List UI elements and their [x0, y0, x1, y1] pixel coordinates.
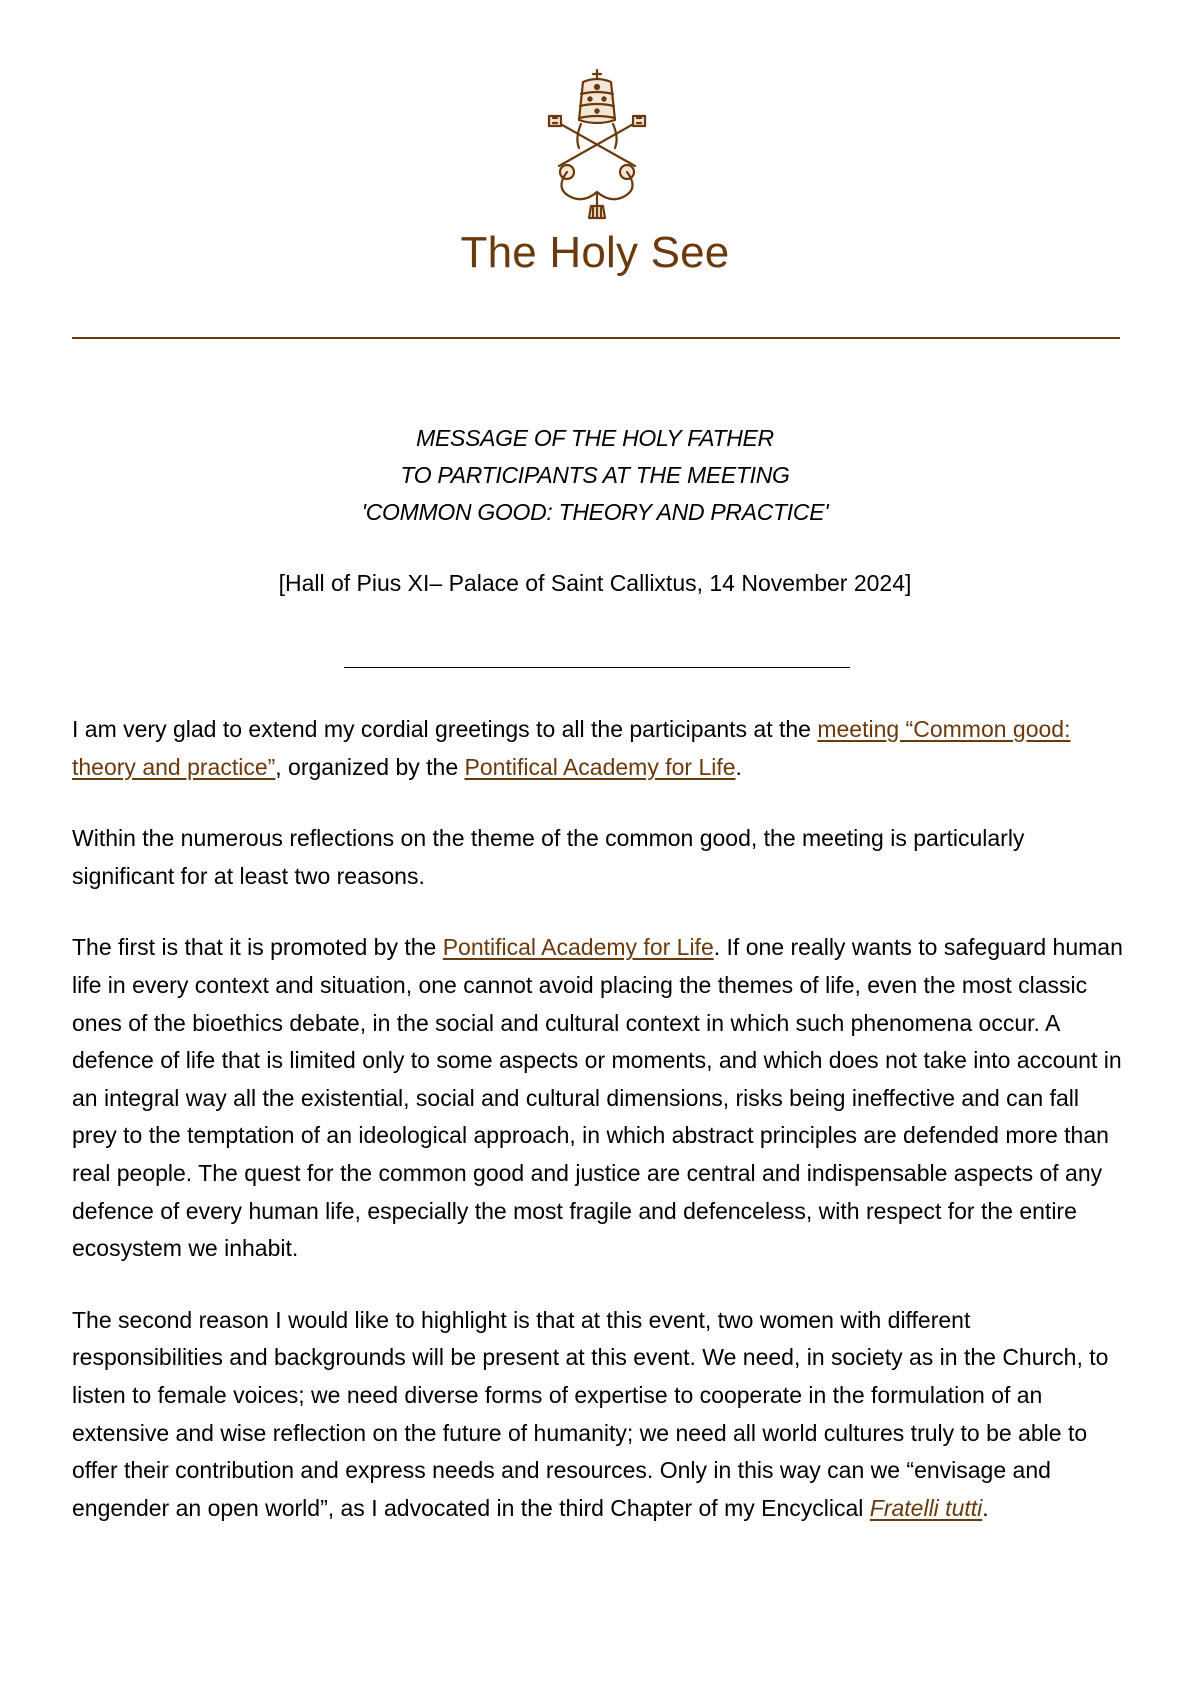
paragraph-3-text-before: The first is that it is promoted by the [72, 934, 443, 961]
paragraph-2: Within the numerous reflections on the theme of the common good, the meeting is particularly significant for at least two reasons. [72, 825, 1025, 889]
pontifical-academy-link[interactable]: Pontifical Academy for Life [464, 753, 736, 780]
heading-line-3: 'COMMON GOOD: THEORY AND PRACTICE' [361, 499, 829, 525]
paragraph-4-text-after: . [982, 1494, 989, 1521]
section-divider [344, 667, 850, 668]
paragraph-4-text-before: The second reason I would like to highlight is that at this event, two women with different responsibilities and backgrounds will be present at this event. We need, in society as in the Church, to listen to female voices; we need diverse forms of expertise to cooperate in the formulation of an extensive and wise reflection on the future of humanity; we need all world cultures truly to be able to offer their contribution and express needs and resources. Only in this way can we “envisage and engender an open world”, as I advocated in the third Chapter of my Encyclical [72, 1306, 1109, 1521]
paragraph-1 [72, 711, 1124, 786]
dateline: [Hall of Pius XI– Palace of Saint Callixtus, 14 November 2024] [278, 570, 912, 596]
papal-coat-of-arms-icon [535, 68, 659, 220]
paragraph-1-text-before: I am very glad to extend my cordial greetings to all the participants at the [72, 716, 818, 742]
paragraph-1-text-after: . [735, 753, 742, 780]
document-heading [0, 420, 1190, 531]
heading-line-2: TO PARTICIPANTS AT THE MEETING [400, 462, 790, 488]
fratelli-tutti-link[interactable]: Fratelli tutti [869, 1494, 983, 1521]
header-divider [72, 337, 1120, 339]
paragraph-4 [72, 1302, 1124, 1528]
pontifical-academy-link-2[interactable]: Pontifical Academy for Life [442, 934, 714, 961]
meeting-link[interactable]: meeting “Common good: theory and practice” [72, 716, 1071, 780]
paragraph-3-text-after: . If one really wants to safeguard human life in every context and situation, one cannot avoid placing the themes of life, even the most classic ones of the bioethics debate, in the social and cultural context in which such phenomena occur. A defence of life that is limited only to some aspects or moments, and which does not take into account in an integral way all the existential, social and cultural dimensions, risks being ineffective and can fall prey to the temptation of an ideological approach, in which abstract principles are defended more than real people. The quest for the common good and justice are central and indispensable aspects of any defence of every human life, especially the most fragile and defenceless, with respect for the entire ecosystem we inhabit. [72, 934, 1123, 1262]
site-title: The Holy See [460, 228, 730, 277]
paragraph-3 [72, 929, 1124, 1267]
paragraph-1-text-middle: , organized by the [275, 753, 465, 780]
heading-line-1: MESSAGE OF THE HOLY FATHER [416, 425, 774, 451]
message-body [72, 711, 1124, 1561]
